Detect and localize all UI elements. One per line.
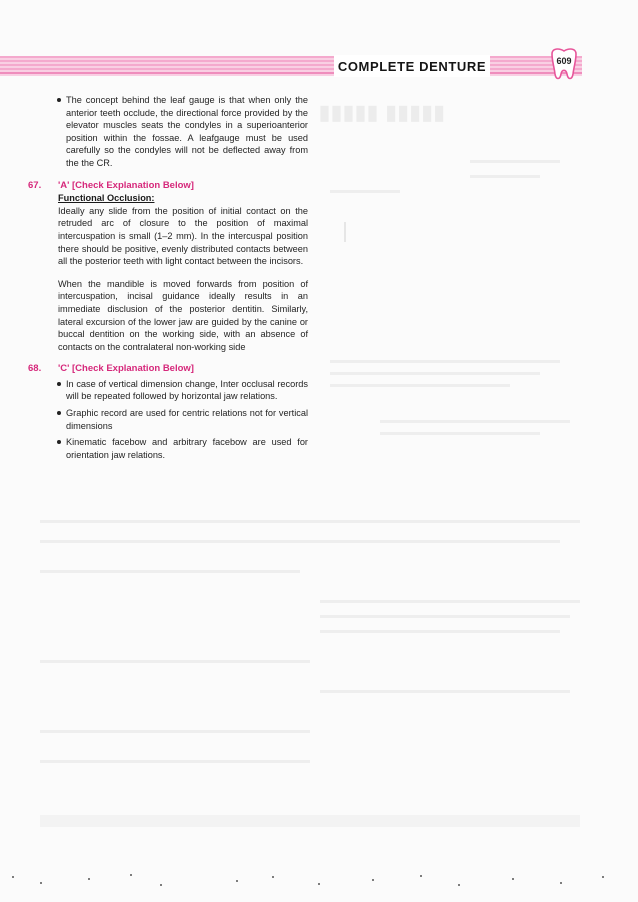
show-through-mark	[320, 690, 570, 693]
paragraph: When the mandible is moved forwards from position of intercuspation, incisal guidance ideally results in an immediate disclusion of the posterior dentitin. Similarly, lateral excursion of the lower jaw are guided by the canine or buccal dentition on the working side, with an absence of contacts on the contralateral non-working side	[58, 278, 308, 352]
show-through-mark	[40, 540, 560, 543]
section-subheading: Functional Occlusion:	[58, 193, 155, 204]
show-through-mark	[40, 730, 310, 733]
bullet-icon	[57, 98, 61, 102]
bullet-text: The concept behind the leaf gauge is that when only the anterior teeth occlude, the directional force provided by the elevator muscles seats the condyles in a superioanterior position within the fossae. A leafgauge must be used carefully so the condyles will not be deflected away from the the CR.	[66, 95, 308, 168]
show-through-mark	[344, 222, 346, 242]
question-67	[28, 180, 308, 354]
bullet-text: Kinematic facebow and arbitrary facebow are used for orientation jaw relations.	[66, 437, 308, 460]
show-through-mark	[40, 660, 310, 663]
show-through-mark	[320, 630, 560, 633]
page-number: 609	[556, 56, 572, 66]
show-through-mark	[470, 160, 560, 163]
list-item	[28, 407, 308, 432]
show-through-mark	[380, 420, 570, 423]
bullet-text: In case of vertical dimension change, Inter occlusal records will be repeated followed by horizontal jaw relations.	[66, 378, 308, 402]
question-header	[28, 180, 308, 193]
show-through-mark	[330, 384, 510, 387]
list-item	[28, 378, 308, 403]
bullet-icon	[57, 411, 61, 415]
header-divider	[0, 72, 582, 74]
question-answer: 'A' [Check Explanation Below]	[58, 179, 194, 191]
show-through-mark	[40, 760, 310, 763]
answer-column	[28, 94, 308, 465]
question-answer: 'C' [Check Explanation Below]	[58, 363, 194, 375]
bullet-icon	[57, 382, 61, 386]
answer-bullet-list	[28, 378, 308, 462]
scan-artifacts	[0, 870, 638, 890]
question-body	[28, 192, 308, 353]
question-68	[28, 363, 308, 461]
bullet-icon	[57, 440, 61, 444]
list-item	[28, 436, 308, 461]
show-through-text: ▮▮▮▮▮ ▮▮▮▮▮	[318, 102, 445, 124]
question-number: 67.	[28, 179, 42, 191]
header-label	[334, 55, 490, 77]
show-through-mark	[40, 520, 580, 523]
show-through-mark	[470, 175, 540, 178]
intro-bullet-list	[28, 94, 308, 170]
list-item	[28, 94, 308, 170]
chapter-title: COMPLETE DENTURE	[337, 58, 487, 74]
question-header	[28, 363, 308, 376]
tooth-icon	[544, 44, 584, 84]
show-through-mark	[330, 372, 540, 375]
bullet-text: Graphic record are used for centric relations not for vertical dimensions	[66, 408, 308, 431]
show-through-mark	[40, 815, 580, 827]
show-through-mark	[40, 570, 300, 573]
show-through-mark	[320, 615, 570, 618]
show-through-mark	[320, 600, 580, 603]
show-through-mark	[330, 360, 560, 363]
paragraph: Ideally any slide from the position of initial contact on the retruded arc of closure to the position of maximal intercuspation is small (1–2 mm). In the intercuspal position there should be positive, evenly distributed contacts between all the posterior teeth with light contact between the incisors.	[58, 205, 308, 267]
show-through-mark	[380, 432, 540, 435]
show-through-mark	[330, 190, 400, 193]
question-number: 68.	[28, 363, 42, 375]
